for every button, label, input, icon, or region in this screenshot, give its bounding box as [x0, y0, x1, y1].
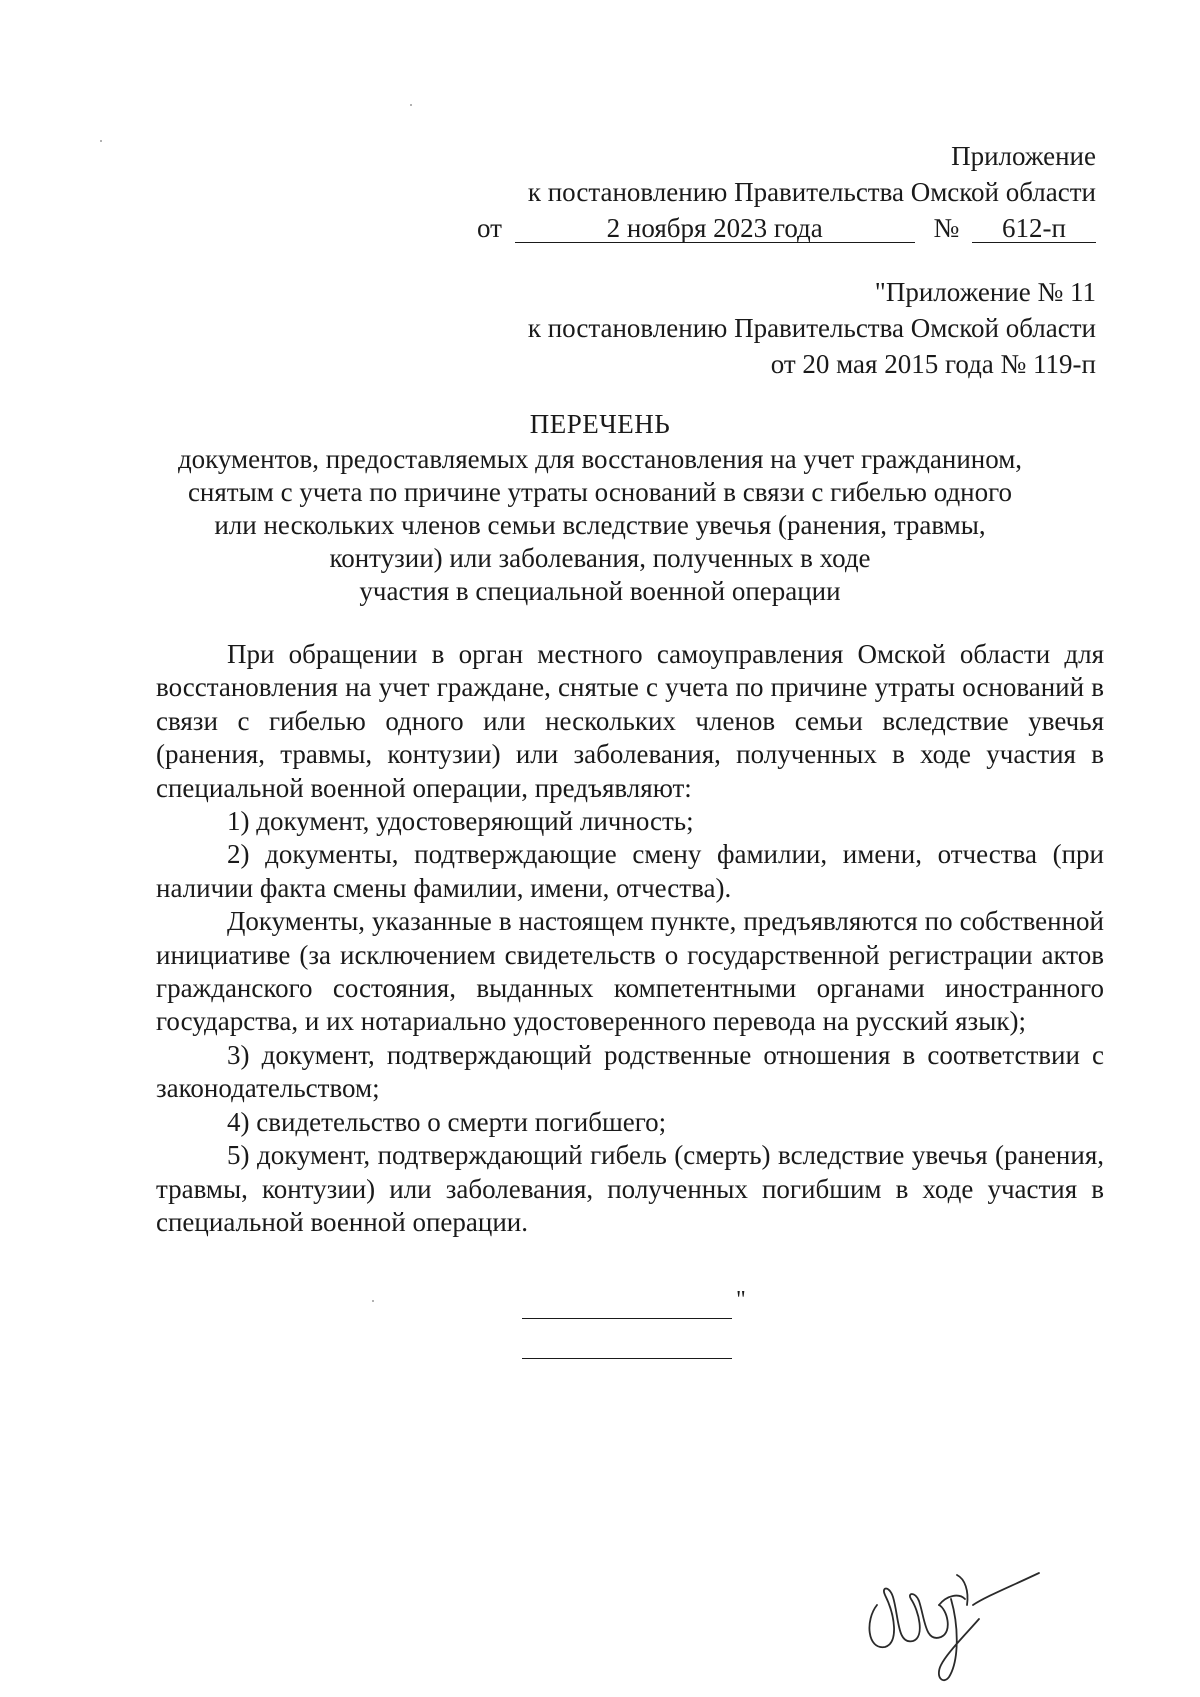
title-line: участия в специальной военной операции [359, 576, 841, 606]
body-list-item: 4) свидетельство о смерти погибшего; [227, 1106, 667, 1137]
title-main: ПЕРЕЧЕНЬ [529, 409, 671, 439]
decree-number: 612-п [972, 214, 1096, 243]
attachment-header [477, 138, 1096, 246]
signature-icon [855, 1535, 1055, 1685]
closing-quote: " [736, 1287, 746, 1313]
body-list-item: 1) документ, удостоверяющий личность; [227, 806, 694, 837]
closing-divider [522, 1318, 732, 1319]
attachment-title: Приложение [951, 141, 1096, 171]
original-attachment-title: "Приложение № 11 [874, 277, 1096, 307]
title-line: документов, предоставляемых для восстановления на учет гражданином, [177, 444, 1023, 474]
document-title [150, 408, 1050, 608]
number-label: № [933, 213, 960, 243]
title-line: снятым с учета по причине утраты оснований в связи с гибелью одного [187, 477, 1013, 507]
body-list-item: 2) документы, подтверждающие смену фамилии, имени, отчества (при наличии факта смены фамилии, имени, отчества). [156, 839, 1104, 903]
title-line: контузии) или заболевания, полученных в ходе [329, 543, 871, 573]
title-line: или нескольких членов семьи вследствие увечья (ранения, травмы, [214, 510, 986, 540]
document-body [156, 638, 1104, 1239]
body-list-item: 3) документ, подтверждающий родственные отношения в соответствии с законодательством; [156, 1039, 1104, 1104]
original-attachment-date: от 20 мая 2015 года № 119-п [770, 349, 1096, 379]
body-list-item: 5) документ, подтверждающий гибель (смерть) вследствие увечья (ранения, травмы, контузии) или заболевания, полученных погибшим в ходе участия в специальной военной операции. [156, 1140, 1104, 1237]
scan-speck [410, 104, 412, 106]
attachment-decree: к постановлению Правительства Омской области [527, 177, 1096, 207]
original-attachment-decree: к постановлению Правительства Омской области [527, 313, 1096, 343]
decree-date: 2 ноября 2023 года [515, 214, 915, 243]
scan-speck [100, 140, 102, 142]
from-label: от [477, 213, 502, 243]
closing-divider [522, 1358, 732, 1359]
original-attachment-header [528, 274, 1096, 382]
scan-speck [372, 1300, 374, 1302]
body-paragraph: При обращении в орган местного самоуправления Омской области для восстановления на учет граждане, снятые с учета по причине утраты оснований в связи с гибелью одного или нескольких членов семьи вследствие увечья (ранения, травмы, контузии) или заболевания, полученных в ходе участия в специальной военной операции, предъявляют: [156, 639, 1104, 803]
body-paragraph: Документы, указанные в настоящем пункте, предъявляются по собственной инициативе (за исключением свидетельств о государственной регистрации актов гражданского состояния, выданных компетентными органами иностранного государства, и их нотариально удостоверенного перевода на русский язык); [156, 906, 1104, 1037]
attachment-date-line [477, 210, 1096, 246]
